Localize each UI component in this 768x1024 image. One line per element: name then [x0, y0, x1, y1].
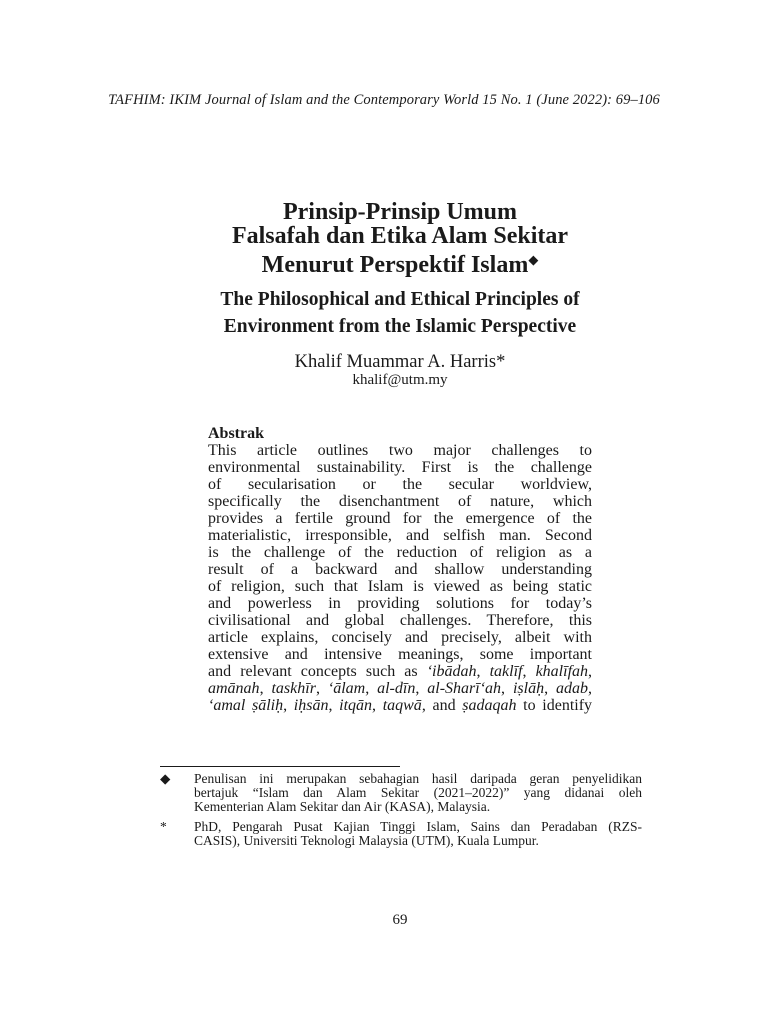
abstract-line: This article outlines two major challenges to: [208, 442, 592, 459]
arabic-term: khalīfah: [535, 663, 589, 680]
abstract-text: and relevant concepts such as: [208, 663, 427, 680]
title-line: [0, 248, 768, 277]
abstract-text: to identify: [516, 697, 593, 714]
abstract-heading: Abstrak: [208, 425, 265, 442]
abstract-line: provides a fertile ground for the emergence of the: [208, 510, 592, 527]
article-title-malay: [0, 200, 768, 277]
abstract-line: civilisational and global challenges. Therefore, this: [208, 612, 592, 629]
abstract-line: of religion, such that Islam is viewed as being static: [208, 578, 592, 595]
abstract-line: specifically the disenchantment of nature, which: [208, 493, 592, 510]
abstract-line: amānah, taskhīr, ‘ālam, al-dīn, al-Sharī‘ah, iṣlāḥ, adab,: [208, 680, 592, 697]
arabic-term: taskhīr: [271, 680, 316, 697]
arabic-term: amānah: [208, 680, 260, 697]
footnotes: [160, 772, 642, 854]
abstract-line: materialistic, irresponsible, and selfish man. Second: [208, 527, 592, 544]
footnote-marker[interactable]: ◆: [528, 252, 539, 267]
arabic-term: iḥsān: [293, 697, 329, 714]
arabic-term: adab: [556, 680, 588, 697]
arabic-term: taklīf: [489, 663, 523, 680]
footnote-mark: *: [160, 819, 167, 834]
abstract-line: article explains, concisely and precisely, albeit with: [208, 629, 592, 646]
arabic-term: al-dīn: [377, 680, 416, 697]
footnote-line: Kementerian Alam Sekitar dan Air (KASA), Malaysia.: [194, 799, 491, 814]
footnote-mark: ◆: [160, 771, 171, 786]
footnote-text: [194, 820, 642, 848]
footnote-line: Penulisan ini merupakan sebahagian hasil daripada geran penyelidikan: [194, 771, 642, 786]
page-number: 69: [392, 912, 408, 928]
abstract-line: environmental sustainability. First is the challenge: [208, 459, 592, 476]
author-name: Khalif Muammar A. Harris*: [294, 352, 506, 372]
arabic-term: ṣadaqah: [462, 697, 517, 714]
abstract-text: and: [432, 697, 456, 714]
abstract-line: result of a backward and shallow understanding: [208, 561, 592, 578]
article-title-english: [0, 286, 768, 340]
abstract-line: ‘amal ṣāliḥ, iḥsān, itqān, taqwā, and ṣadaqah to identify: [208, 697, 593, 714]
abstract-line: extensive and intensive meanings, some important: [208, 646, 592, 663]
arabic-term: iṣlāḥ: [512, 680, 545, 697]
author-email[interactable]: khalif@utm.my: [352, 372, 448, 388]
arabic-term: itqān: [339, 697, 373, 714]
footnote: [160, 772, 642, 814]
abstract-line: of secularisation or the secular worldview,: [208, 476, 592, 493]
running-head: TAFHIM: IKIM Journal of Islam and the Contemporary World 15 No. 1 (June 2022): 69–106: [108, 92, 660, 108]
footnote-line: bertajuk “Islam dan Alam Sekitar (2021–2022)” yang didanai oleh: [194, 785, 642, 800]
abstract-line: and relevant concepts such as ‘ibādah, taklīf, khalīfah,: [208, 663, 593, 680]
title-line: Environment from the Islamic Perspective: [223, 316, 577, 337]
arabic-term: taqwā: [382, 697, 422, 714]
footnote: [160, 820, 642, 848]
abstract-line: is the challenge of the reduction of religion as a: [208, 544, 592, 561]
title-line: The Philosophical and Ethical Principles of: [220, 289, 580, 310]
abstract: [208, 425, 592, 714]
footnote-line: CASIS), Universiti Teknologi Malaysia (UTM), Kuala Lumpur.: [194, 833, 539, 848]
arabic-term: ‘amal ṣāliḥ: [208, 697, 284, 714]
title-line: Falsafah dan Etika Alam Sekitar: [231, 223, 569, 249]
arabic-term: ‘ibādah: [426, 663, 477, 680]
arabic-term: ‘ālam: [327, 680, 366, 697]
footnote-text: [194, 772, 642, 814]
footnote-line: PhD, Pengarah Pusat Kajian Tinggi Islam, Sains dan Peradaban (RZS-: [194, 819, 642, 834]
abstract-line: and powerless in providing solutions for today’s: [208, 595, 592, 612]
footnote-rule: [160, 766, 400, 767]
title-line: Prinsip-Prinsip Umum: [282, 199, 518, 225]
arabic-term: al-Sharī‘ah: [427, 680, 502, 697]
title-line-text: Menurut Perspektif Islam: [261, 252, 529, 278]
